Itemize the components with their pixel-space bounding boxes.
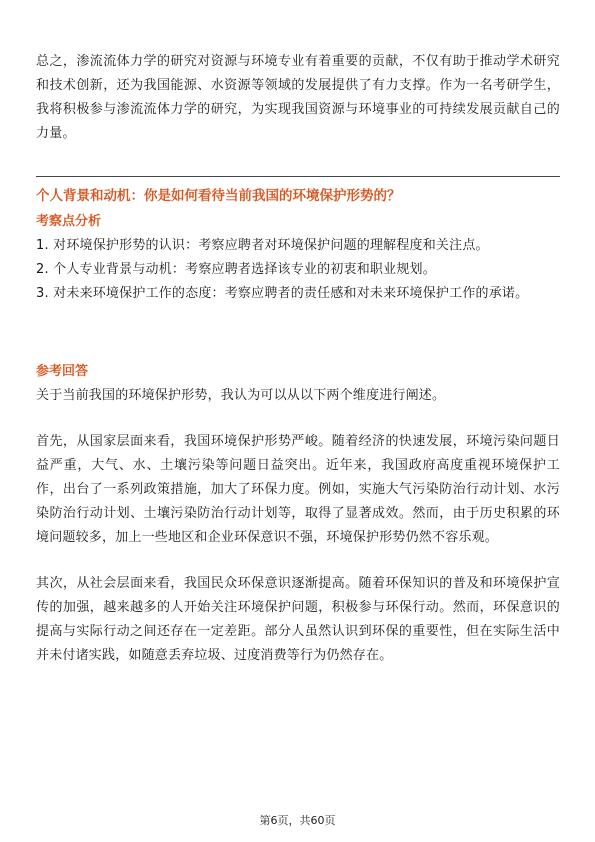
- page-footer: 第6页，共60页: [259, 814, 336, 827]
- analysis-heading: 考察点分析: [36, 214, 102, 229]
- answer-paragraph: 首先，从国家层面来看，我国环境保护形势严峻。随着经济的快速发展，环境污染问题日益严重，大气、水、土壤污染等问题日益突出。近年来，我国政府高度重视环境保护工作，出台了一系列政策措施，加大了环保力度。例如，实施大气污染防治行动计划、水污染防治行动计划、土壤污染防治行动计划等，取得了显著成效。然而，由于历史积累的环境问题较多，加上一些地区和企业环保意识不强，环境保护形势仍然不容乐观。: [36, 434, 560, 545]
- section-title: 个人背景和动机：你是如何看待当前我国的环境保护形势的？: [36, 188, 401, 204]
- analysis-item: 1. 对环境保护形势的认识：考察应聘者对环境保护问题的理解程度和关注点。: [36, 238, 489, 253]
- document-page: [36, 0, 560, 842]
- answer-intro: 关于当前我国的环境保护形势，我认为可以从以下两个维度进行阐述。: [36, 388, 446, 403]
- answer-block: [36, 360, 560, 668]
- analysis-block: [36, 210, 560, 306]
- answer-paragraph: 其次，从社会层面来看，我国民众环保意识逐渐提高。随着环保知识的普及和环境保护宣传的加强，越来越多的人开始关注环境保护问题，积极参与环保行动。然而，环保意识的提高与实际行动之间还存在一定差距。部分人虽然认识到环保的重要性，但在实际生活中并未付诸实践，如随意丢弃垃圾、过度消费等行为仍然存在。: [36, 576, 560, 663]
- analysis-item: 2. 个人专业背景与动机：考察应聘者选择该专业的初衷和职业规划。: [36, 262, 436, 277]
- answer-heading: 参考回答: [36, 364, 89, 379]
- intro-paragraph: 总之，渗流流体力学的研究对资源与环境专业有着重要的贡献，不仅有助于推动学术研究和技术创新，还为我国能源、水资源等领域的发展提供了有力支撑。作为一名考研学生，我将积极参与渗流流体力学的研究，为实现我国资源与环境事业的可持续发展贡献自己的力量。: [36, 54, 560, 141]
- analysis-item: 3. 对未来环境保护工作的态度：考察应聘者的责任感和对未来环境保护工作的承诺。: [36, 286, 529, 301]
- section-divider: [36, 176, 560, 177]
